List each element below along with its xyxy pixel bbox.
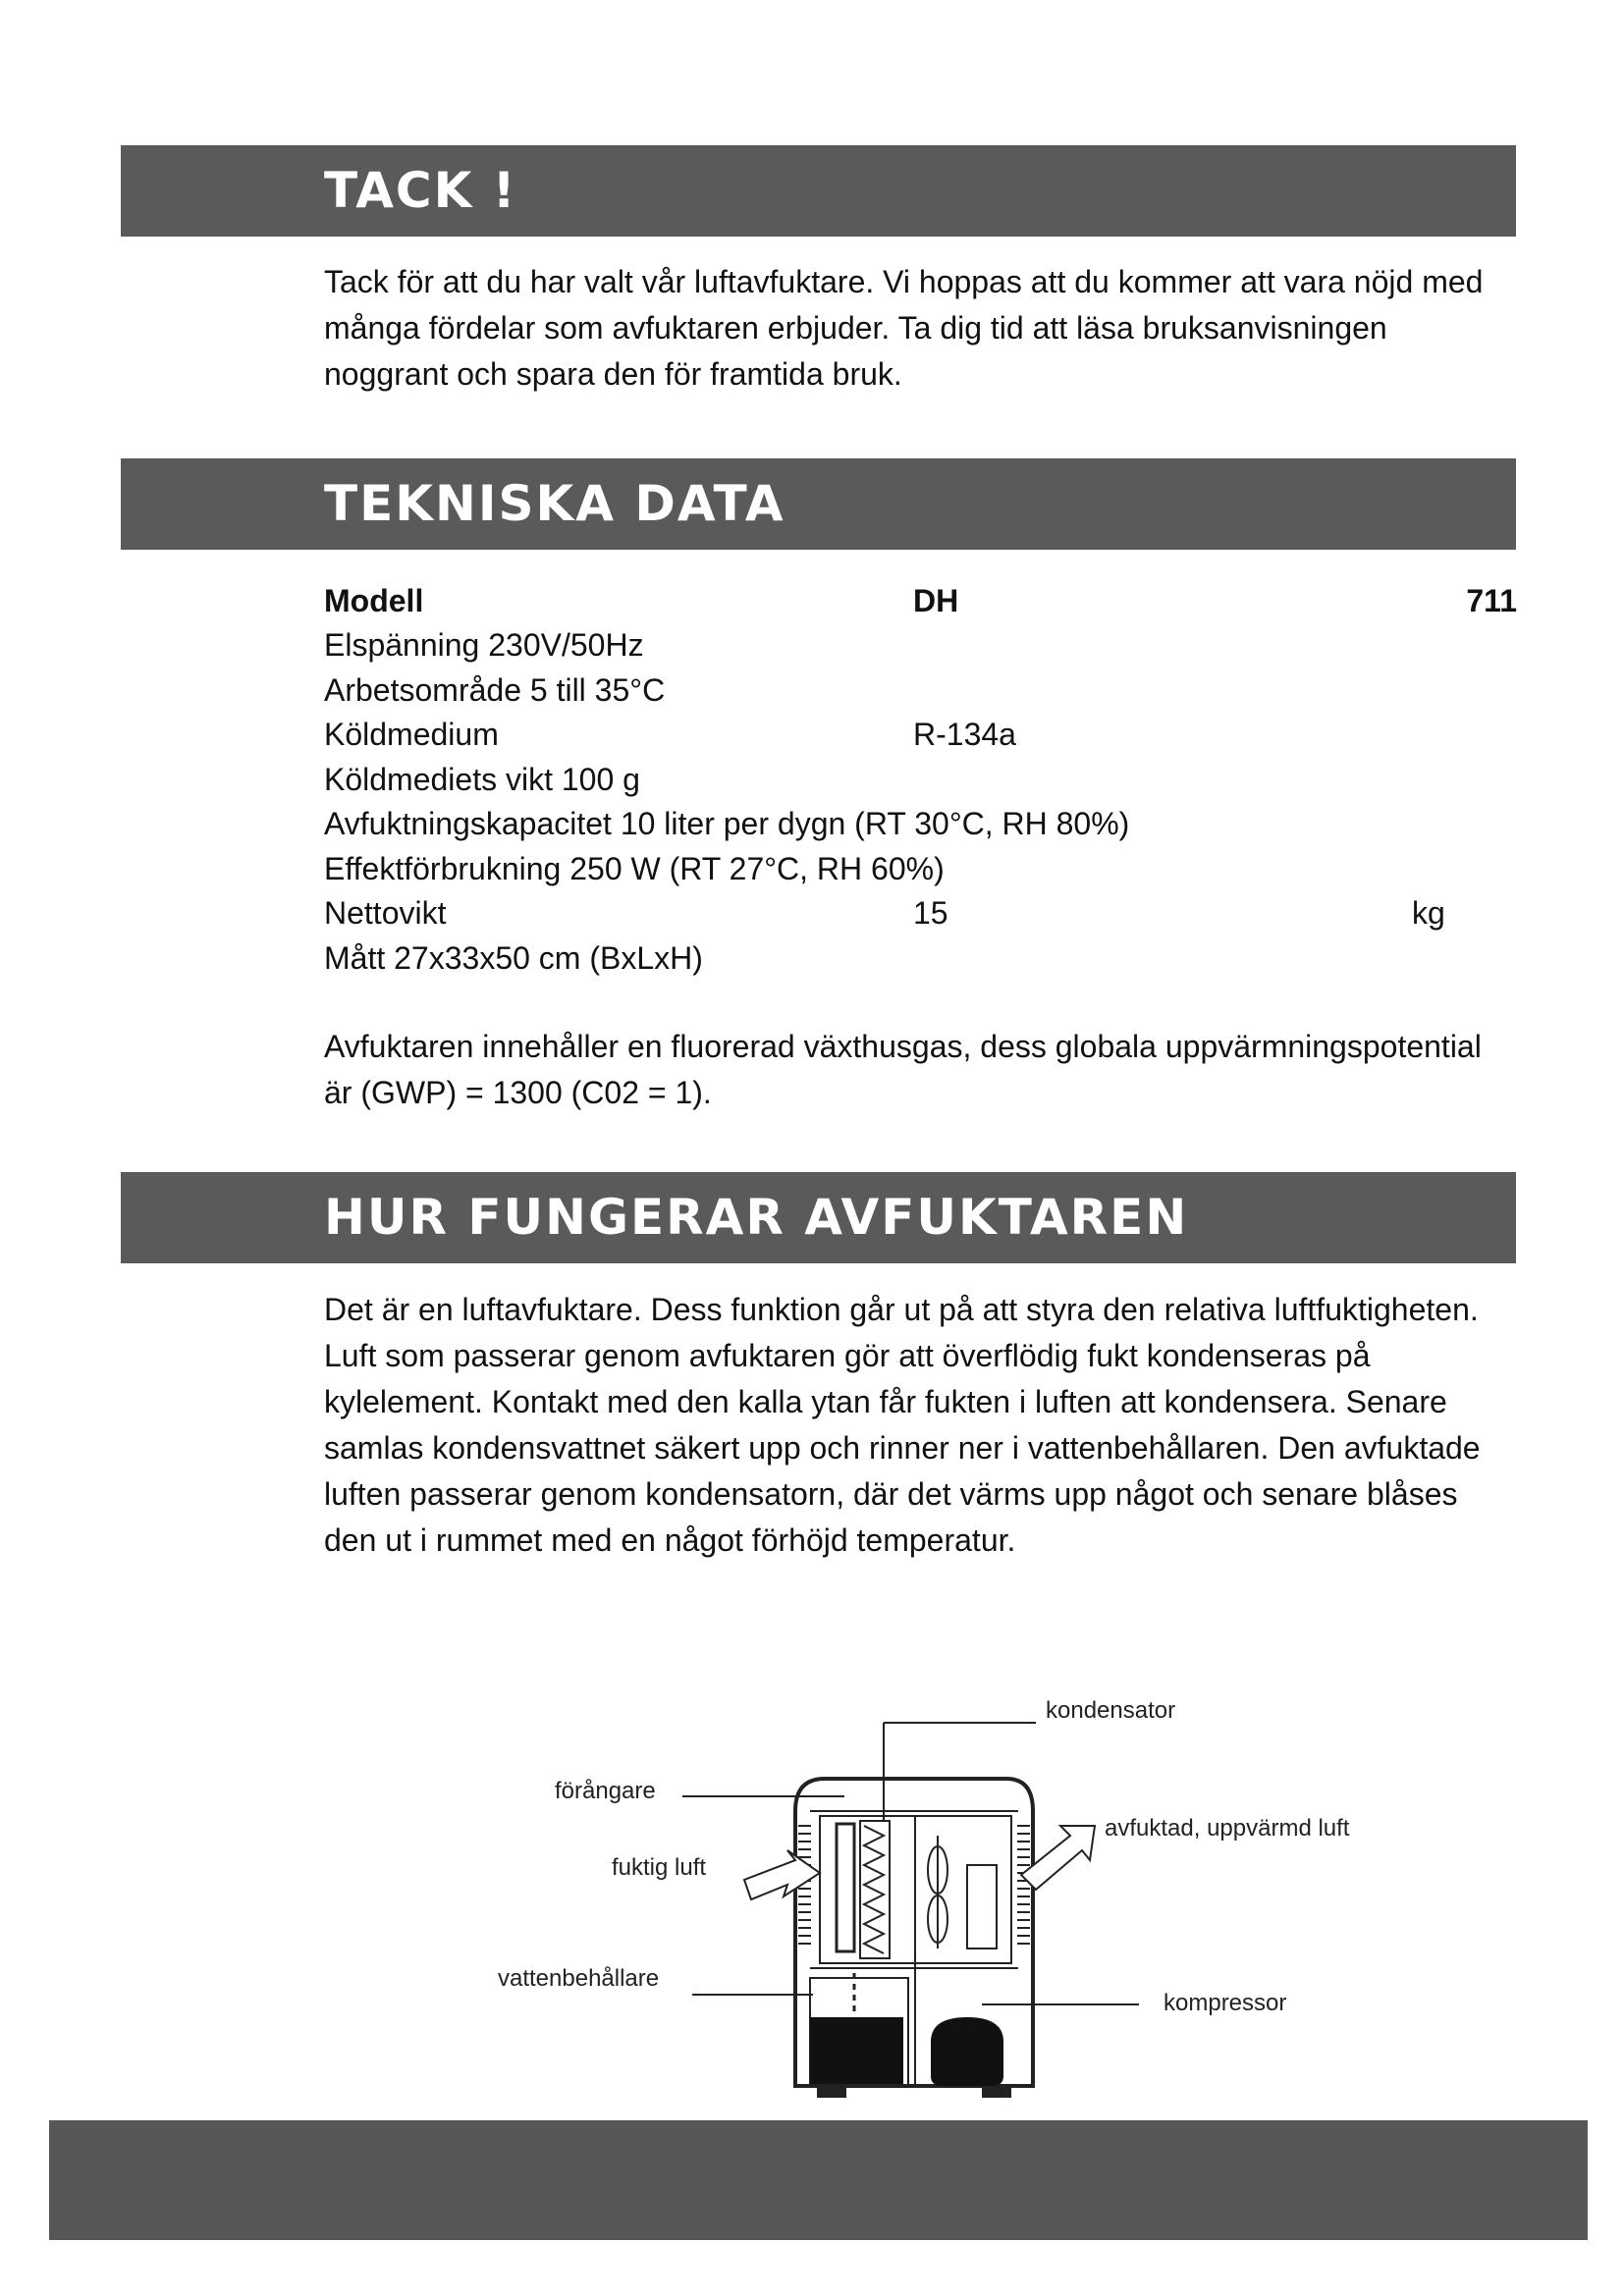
label-humid-air: fuktig luft [612, 1854, 707, 1881]
section-banner-how [121, 1172, 1516, 1263]
spec-refrigerant-weight: Köldmediets vikt 100 g [324, 762, 640, 797]
refrigerant-value: R-134a [913, 717, 1016, 752]
gwp-note: Avfuktaren innehåller en fluorerad växthusgas, dess globala uppvärmningspotential är (GWP) = 1300 (C02 = 1). [324, 1029, 1482, 1110]
net-weight-label: Nettovikt [324, 895, 447, 931]
section-title-thanks: TACK ! [324, 162, 517, 219]
spec-row-range [324, 667, 1517, 713]
spec-voltage: Elspänning 230V/50Hz [324, 627, 644, 663]
spec-row-capacity [324, 801, 1517, 846]
section-banner-tech [121, 458, 1516, 550]
net-weight-value: 15 [913, 895, 948, 931]
model-prefix: DH [913, 583, 959, 618]
spec-row-dimensions [324, 935, 1517, 981]
evaporator-element [837, 1824, 854, 1951]
label-condenser: kondensator [1046, 1697, 1176, 1724]
spec-row-refrigerant [324, 712, 1517, 757]
spec-row-net-weight [324, 890, 1517, 935]
refrigerant-label: Köldmedium [324, 717, 499, 752]
spec-row-power [324, 846, 1517, 891]
spec-dimensions: Mått 27x33x50 cm (BxLxH) [324, 940, 703, 976]
model-number: 711 [1466, 583, 1517, 618]
dehumidifier-diagram [471, 1688, 1414, 2120]
label-water-tank: vattenbehållare [498, 1965, 660, 1992]
spec-power: Effektförbrukning 250 W (RT 27°C, RH 60%) [324, 851, 945, 886]
net-weight-unit: kg [1412, 895, 1445, 931]
spec-working-range: Arbetsområde 5 till 35°C [324, 672, 666, 708]
compressor-shape [931, 2017, 1003, 2086]
water-tank-fill [810, 2017, 903, 2084]
label-evaporator: förångare [555, 1778, 656, 1804]
thanks-paragraph: Tack för att du har valt vår luftavfuktare. Vi hoppas att du kommer att vara nöjd med många fördelar som avfuktaren erbjuder. Ta dig tid att läsa bruksanvisningen noggrant och spara den för framtida bruk. [324, 264, 1484, 392]
spec-row-refrigerant-weight [324, 757, 1517, 802]
model-label: Modell [324, 583, 424, 618]
section-title-tech: TEKNISKA DATA [324, 475, 785, 532]
section-title-how: HUR FUNGERAR AVFUKTAREN [324, 1189, 1189, 1246]
label-compressor: kompressor [1164, 1990, 1287, 2016]
section-banner-thanks [121, 145, 1516, 237]
how-paragraph: Det är en luftavfuktare. Dess funktion går ut på att styra den relativa luftfuktigheten. Luft som passerar genom avfuktaren gör att överflödig fukt kondenseras på kylelement. Kontakt med den kalla ytan får fukten i luften att kondensera. Senare samlas kondensvattnet säkert upp och rinner ner i vattenbehållaren. Den avfuktade luften passerar genom kondensatorn, där det värms upp något och senare blåses den ut i rummet med en något förhöjd temperatur. [324, 1292, 1481, 1558]
spec-row-model [324, 578, 1517, 623]
label-dry-air: avfuktad, uppvärmd luft [1105, 1815, 1350, 1842]
spec-capacity: Avfuktningskapacitet 10 liter per dygn (RT 30°C, RH 80%) [324, 806, 1130, 841]
spec-row-voltage [324, 622, 1517, 667]
footer-bar [49, 2120, 1588, 2240]
